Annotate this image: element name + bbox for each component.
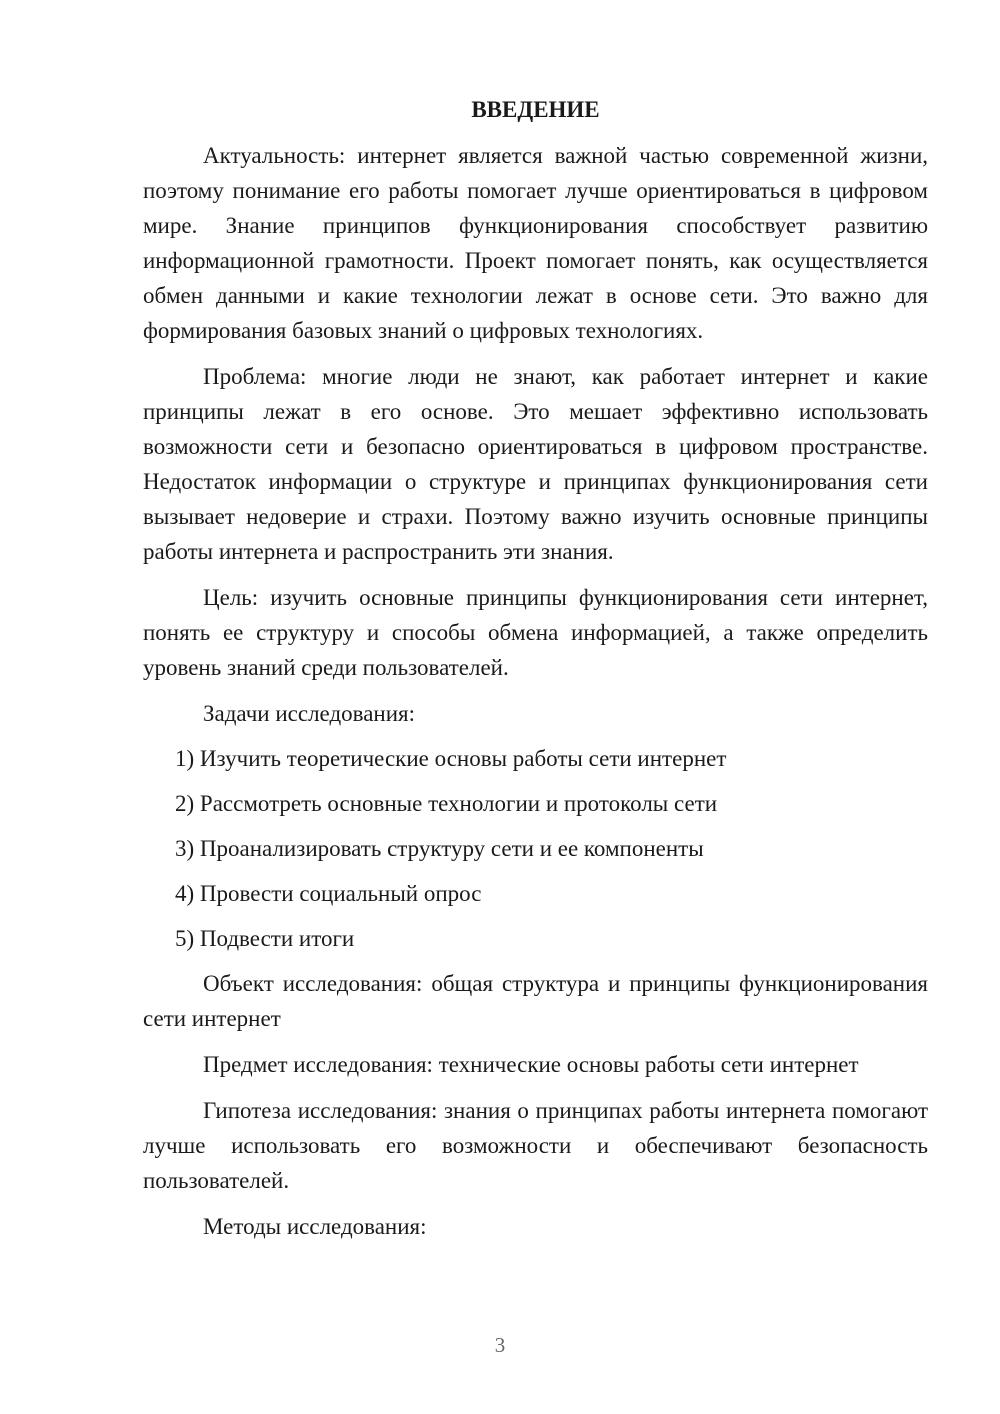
task-item: 3) Проанализировать структуру сети и ее компоненты (175, 836, 704, 861)
tasks-list (143, 741, 928, 956)
object-paragraph: Объект исследования: общая структура и принципы функционирования сети интернет (143, 971, 928, 1031)
problem-paragraph: Проблема: многие люди не знают, как работает интернет и какие принципы лежат в его основе. Это мешает эффективно использовать возможности сети и безопасно ориентироваться в цифровом пространстве. Недостаток информации о структуре и принципах функционирования сети вызывает недоверие и страхи. Поэтому важно изучить основные принципы работы интернета и распространить эти знания. (143, 364, 928, 564)
section-title: ВВЕДЕНИЕ (471, 97, 600, 122)
hypothesis-paragraph: Гипотеза исследования: знания о принципах работы интернета помогают лучше использовать его возможности и обеспечивают безопасность пользователей. (143, 1098, 928, 1193)
task-item: 5) Подвести итоги (175, 926, 355, 951)
document-page (143, 92, 928, 1254)
page-number: 3 (494, 1333, 506, 1357)
tasks-heading: Задачи исследования: (203, 701, 416, 726)
task-item: 4) Провести социальный опрос (175, 881, 482, 906)
task-item: 2) Рассмотреть основные технологии и протоколы сети (175, 791, 718, 816)
relevance-paragraph: Актуальность: интернет является важной частью современной жизни, поэтому понимание его работы помогает лучше ориентироваться в цифровом мире. Знание принципов функционирования способствует развитию информационной грамотности. Проект помогает понять, как осуществляется обмен данными и какие технологии лежат в основе сети. Это важно для формирования базовых знаний о цифровых технологиях. (143, 143, 928, 343)
methods-heading: Методы исследования: (203, 1214, 427, 1239)
goal-paragraph: Цель: изучить основные принципы функционирования сети интернет, понять ее структуру и способы обмена информацией, а также определить уровень знаний среди пользователей. (143, 585, 928, 680)
task-item: 1) Изучить теоретические основы работы сети интернет (175, 746, 727, 771)
subject-paragraph: Предмет исследования: технические основы работы сети интернет (203, 1052, 859, 1077)
